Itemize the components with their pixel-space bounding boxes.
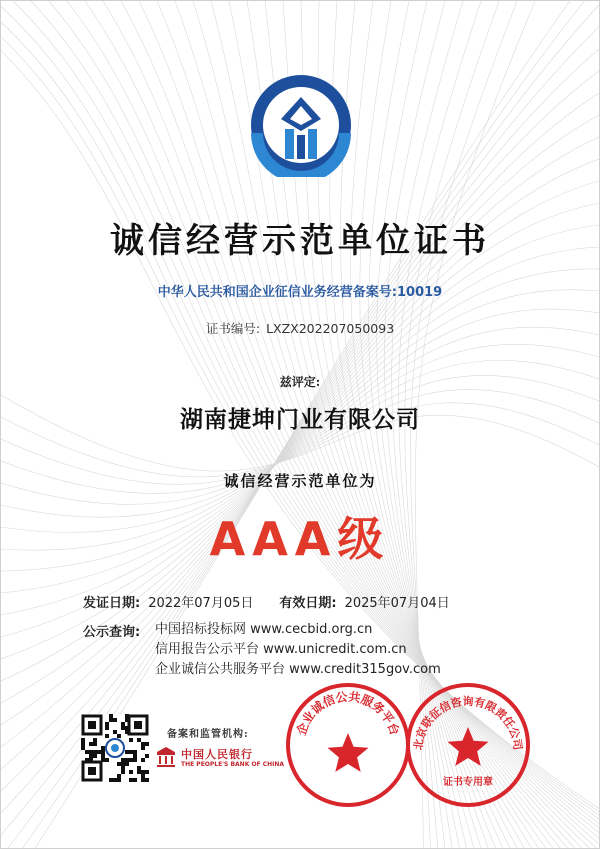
seal-2-bottom-text: 证书专用章: [443, 777, 493, 788]
pbc-name-cn: 中国人民银行: [181, 748, 253, 761]
inquiry-line: 信用报告公示平台 www.unicredit.com.cn: [155, 642, 407, 657]
credit-grade: AAA级: [209, 512, 391, 566]
svg-text:企业诚信公共服务平台: [293, 689, 403, 737]
seal-1-text: 企业诚信公共服务平台: [294, 689, 402, 738]
company-name: 湖南捷坤门业有限公司: [180, 406, 420, 433]
qr-code: [81, 714, 149, 782]
issue-date-value: 2022年07月05日: [148, 596, 254, 611]
inquiry-line: 中国招标投标网 www.cecbid.org.cn: [155, 622, 373, 637]
supervision-label: 备案和监管机构:: [167, 729, 249, 740]
evaluated-label: 兹评定:: [279, 375, 321, 389]
pbc-name-en: THE PEOPLE'S BANK OF CHINA: [181, 761, 285, 768]
seal-2-text: 北京联征信咨询有限责任公司: [411, 695, 525, 751]
credit-certificate-logo: [249, 73, 353, 177]
certificate-number: [1, 319, 599, 337]
certificate-number-label: 证书编号:: [205, 321, 261, 336]
dates-row: [83, 592, 450, 611]
valid-date-value: 2025年07月04日: [344, 596, 450, 611]
certificate-title: 诚信经营示范单位证书: [110, 221, 490, 261]
star-icon: [448, 727, 489, 766]
designation-text: 诚信经营示范单位为: [223, 472, 377, 490]
inquiry-label: 公示查询:: [83, 625, 141, 640]
pbc-emblem: [155, 746, 177, 768]
registration-number: 中华人民共和国企业征信业务经营备案号:10019: [157, 285, 443, 300]
star-icon: [328, 733, 369, 772]
certificate-number-value: LXZX202207050093: [266, 321, 395, 336]
valid-date-label: 有效日期:: [279, 596, 337, 611]
issue-date-label: 发证日期:: [83, 596, 141, 611]
official-seal-1: [284, 681, 412, 809]
inquiry-line: 企业诚信公共服务平台 www.credit315gov.com: [155, 662, 441, 677]
official-seal-2: [404, 681, 532, 809]
